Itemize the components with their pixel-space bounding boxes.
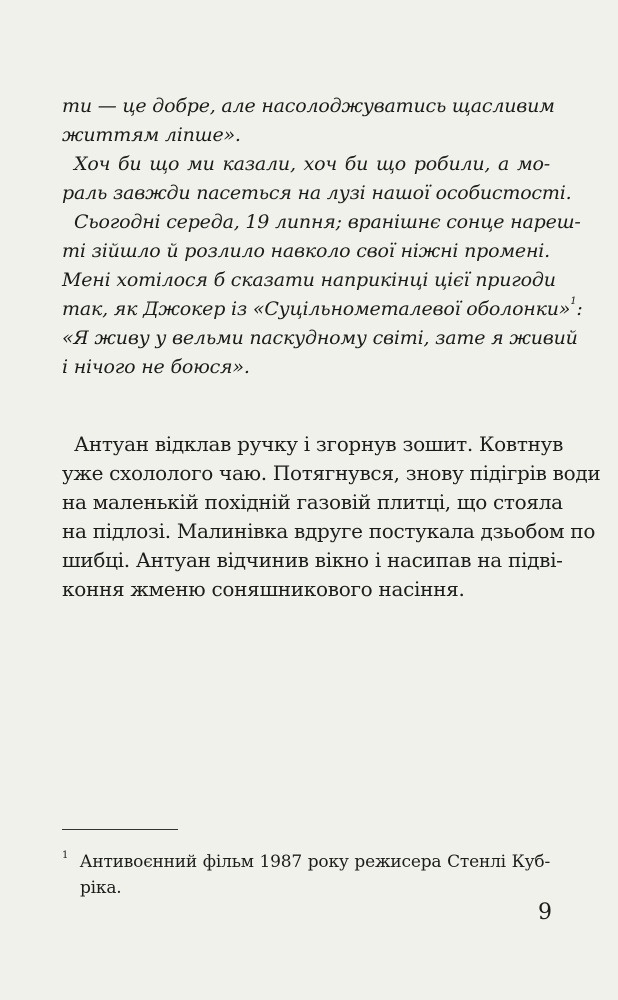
body-line: Антуан відклав ручку і згорнув зошит. Ковтнув: [74, 432, 564, 456]
italic-line-with-footnote-ref: так, як Джокер із «Суцільнометалевої оболонки»$^1$:: [62, 296, 583, 320]
footnote-line: ріка.: [80, 878, 122, 898]
body-line: на підлозі. Малинівка вдруге постукала дзьобом по: [62, 519, 596, 543]
body-line: шибці. Антуан відчинив вікно і насипав на підві-: [62, 548, 563, 572]
footnote-marker: 1: [62, 850, 69, 861]
footnote-reference: 1: [570, 296, 577, 307]
italic-line: «Я живу у вельми паскудному світі, зате я живий: [62, 327, 578, 349]
italic-line: Мені хотілося б сказати наприкінці цієї пригоди: [62, 269, 556, 291]
body-line: уже схололого чаю. Потягнувся, знову підігрів води: [62, 461, 601, 485]
italic-line: ти — це добре, але насолоджуватись щасливим: [62, 95, 555, 117]
page-number: 9: [538, 900, 552, 925]
italic-line: і нічого не боюся».: [62, 356, 250, 378]
italic-line: життям ліпше».: [62, 124, 241, 146]
footnote-divider: [62, 829, 178, 830]
italic-line: раль завжди пасеться на лузі нашої особистості.: [62, 182, 572, 204]
italic-line: Сьогодні середа, 19 липня; вранішнє сонце нареш-: [74, 211, 581, 233]
body-line: на маленькій похідній газовій плитці, що стояла: [62, 490, 563, 514]
body-line: коння жменю соняшникового насіння.: [62, 577, 465, 601]
italic-line: ті зійшло й розлило навколо свої ніжні промені.: [62, 240, 550, 262]
italic-line: Хоч би що ми казали, хоч би що робили, а мо-: [74, 153, 550, 175]
footnote-line: $^1$ Антивоєнний фільм 1987 року режисера Стенлі Куб-: [62, 850, 550, 872]
